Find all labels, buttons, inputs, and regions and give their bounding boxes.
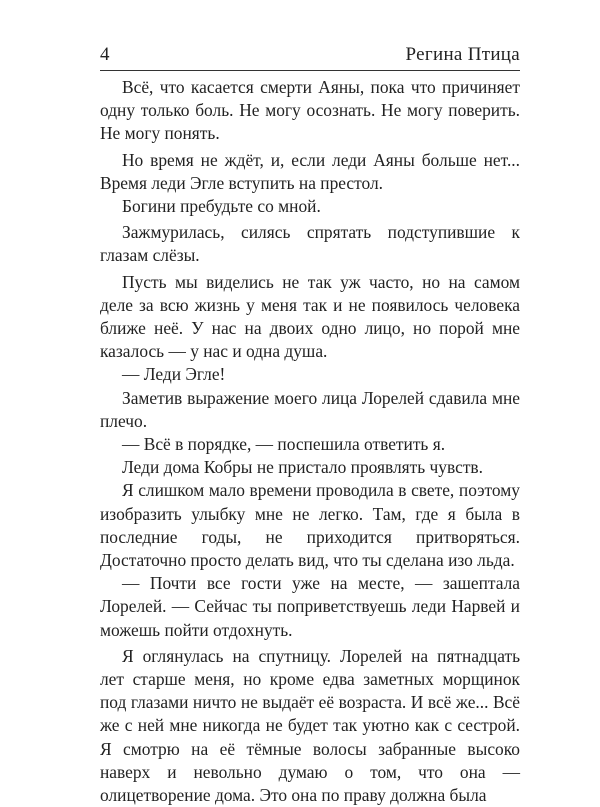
paragraph: Зажмурилась, силясь спрятать подступившие к глазам слёзы.	[100, 222, 520, 266]
paragraph: Богини пребудьте со мной.	[122, 196, 321, 217]
running-head	[100, 40, 520, 66]
paragraph: Я оглянулась на спутницу. Лорелей на пятнадцать лет старше меня, но кроме едва заметных морщинок под глазами ничто не выдаёт её возраста. И всё же... Всё же с ней мне никогда не будет так уютно как с сестрой. Я смотрю на её тёмные волосы забранные высоко наверх и невольно думаю о том, что она — олицетворение дома. Это она по праву должна была	[100, 645, 520, 806]
paragraph: Всё, что касается смерти Аяны, пока что причиняет одну только боль. Не могу осознать. Не могу поверить. Не могу понять.	[100, 77, 520, 144]
paragraph: — Всё в порядке, — поспешила ответить я.	[122, 434, 446, 455]
paragraph: Но время не ждёт, и, если леди Аяны больше нет... Время леди Эгле вступить на престол.	[100, 149, 520, 193]
page-number: 4	[100, 44, 110, 65]
paragraph: Леди дома Кобры не пристало проявлять чувств.	[122, 457, 483, 478]
body-text	[100, 76, 520, 807]
paragraph: — Леди Эгле!	[122, 364, 226, 385]
header-rule	[100, 70, 520, 71]
paragraph: Пусть мы виделись не так уж часто, но на самом деле за всю жизнь у меня так и не появилось человека ближе неё. У нас на двоих одно лицо, но порой мне казалось — у нас и одна душа.	[100, 271, 520, 362]
paragraph: Заметив выражение моего лица Лорелей сдавила мне плечо.	[100, 387, 520, 431]
paragraph: — Почти все гости уже на месте, — зашептала Лорелей. — Сейчас ты поприветствуешь леди Нарвей и можешь пойти отдохнуть.	[100, 573, 520, 640]
running-head-author: Регина Птица	[405, 44, 520, 65]
paragraph: Я слишком мало времени проводила в свете, поэтому изобразить улыбку мне не легко. Там, где я была в последние годы, не приходится притворяться. Достаточно просто делать вид, что ты сделана изо льда.	[100, 480, 520, 571]
